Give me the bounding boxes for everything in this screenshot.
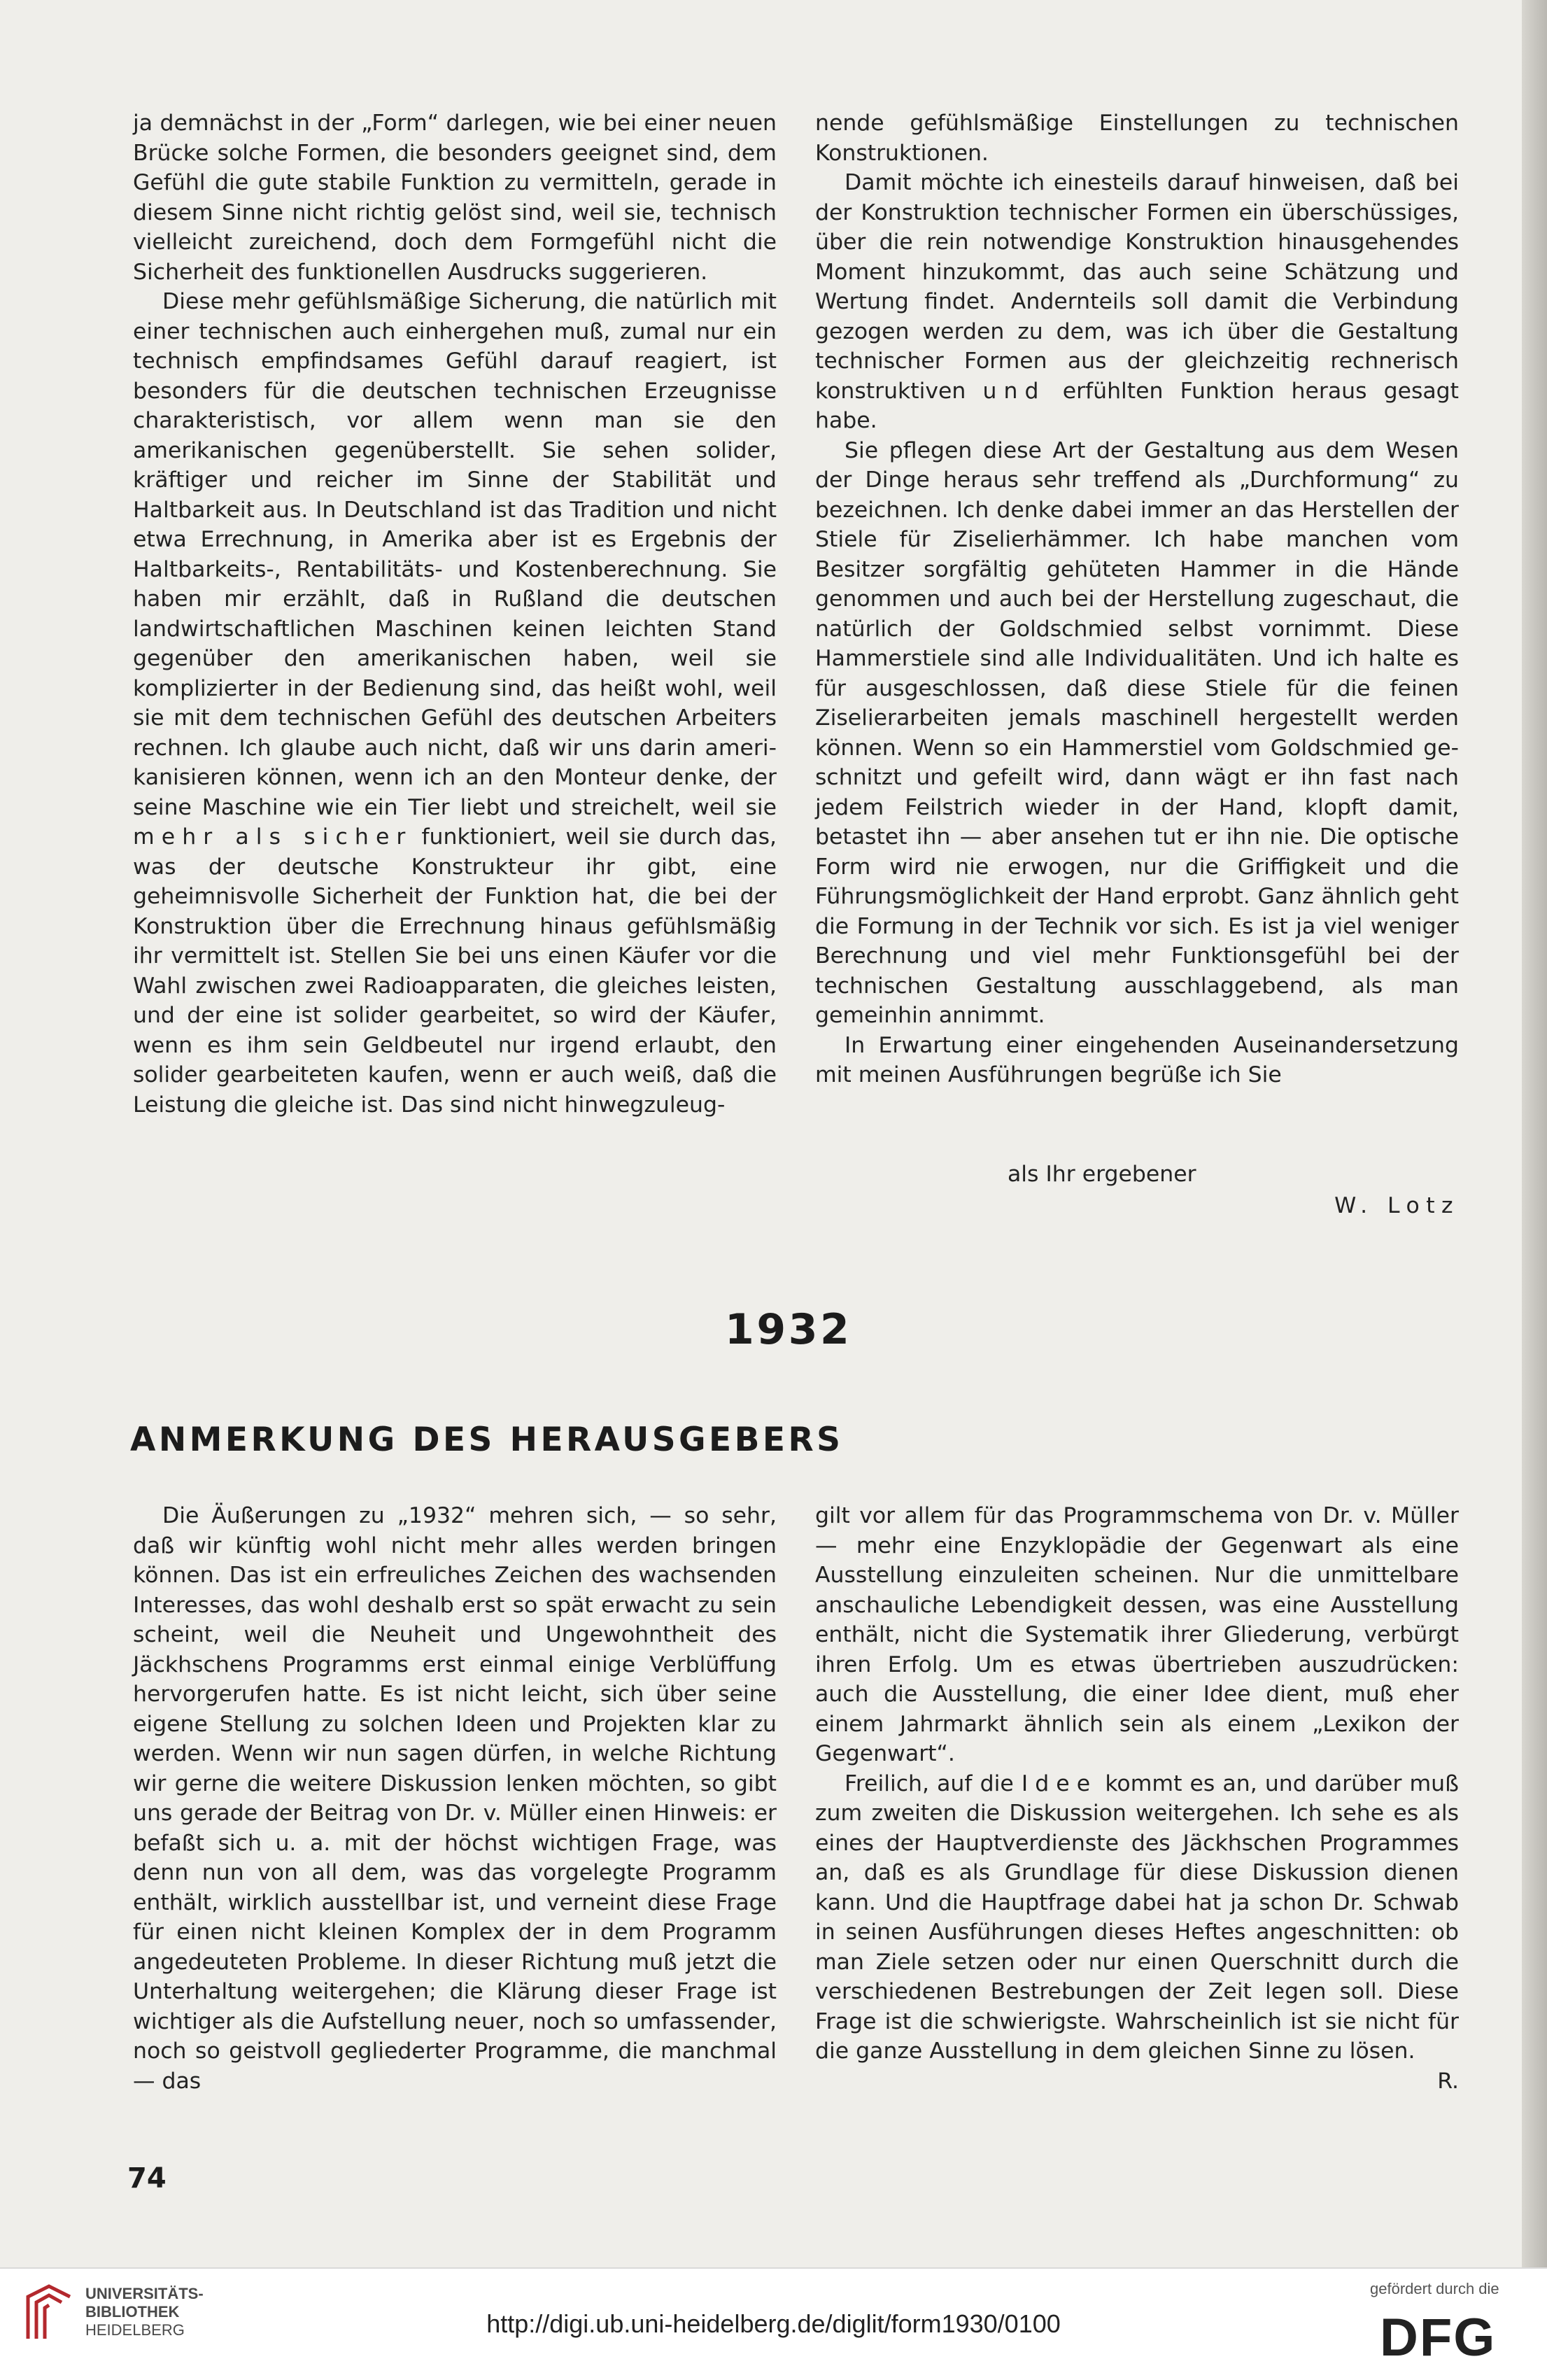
text-run: funktioniert, weil sie durch das, was der deutsche Konstrukteur ihr gibt, eine geheimnisvolle Sicherheit der Funktion hat, die bei der Konstruktion über die Errechnung hinaus gefühlsmäßig ihr vermittelt ist. Stellen Sie bei uns einen Käufer vor die Wahl zwischen zwei Radioapparaten, die gleiches leisten, und der eine ist solider gearbeitet, so wird der Käufer, wenn es ihm sein Geldbeutel nur irgend erlaubt, den solider gearbeiteten kaufen, wenn er auch weiß, daß die Leistung die gleiche ist. Das sind nicht hinwegzuleug- xyxy=(133,824,777,1118)
paragraph xyxy=(815,168,1459,436)
text-run: Diese mehr gefühlsmäßige Sicherung, die natürlich mit einer technischen auch einhergehen muß, zumal nur ein technisch empfindsames Gefühl darauf reagiert, ist besonders für die deutschen technischen Erzeugnisse charakteristisch, vor allem wenn man sie den amerikanischen gegenüberstellt. Sie sehen solider, kräftiger und reicher im Sinne der Stabilität und Haltbarkeit aus. In Deutschland ist das Tradition und nicht etwa Errechnung, in Amerika aber ist es Ergebnis der Haltbarkeits-, Rentabilitäts- und Kostenberechnung. Sie haben mir erzählt, daß in Rußland die deutschen landwirtschaftlichen Maschinen keinen leichten Stand gegenüber den amerikanischen haben, weil sie komplizierter in der Bedienung sind, das heißt wohl, weil sie mit dem technischen Gefühl des deutschen Arbeiters rechnen. Ich glaube auch nicht, daß wir uns darin amerikanisieren können, wenn ich an den Monteur denke, der seine Maschine wie ein Tier liebt und streichelt, weil sie xyxy=(133,289,777,820)
paragraph: Die Äußerungen zu „1932“ mehren sich, — so sehr, daß wir künftig wohl nicht mehr alles werden bringen können. Das ist ein erfreuliches Zeichen des wachsenden Interesses, das wohl deshalb erst so spät erwacht zu sein scheint, weil die Neuheit und Ungewohntheit des Jäckhschens Programms erst einmal einige Verblüffung hervorgerufen hatte. Es ist nicht leicht, sich über seine eigene Stellung zu solchen Ideen und Projekten klar zu werden. Wenn wir nun sagen dürfen, in welche Richtung wir gerne die weitere Diskussion lenken möchten, so gibt uns gerade der Beitrag von Dr. v. Müller einen Hinweis: er befaßt sich u. a. mit der höchst wichtigen Frage, was denn nun von all dem, was das vorgelegte Programm enthält, wirklich ausstellbar ist, und verneint diese Frage für einen nicht kleinen Komplex der in dem Programm angedeuteten Probleme. In dieser Richtung muß jetzt die Unterhaltung weitergehen; die Klärung dieser Frage ist wichtiger als die Aufstellung neuer, noch so umfassender, noch so geistvoll gegliederter Programme, die manchmal — das xyxy=(133,1503,777,2094)
emphasis-spaced: mehr als sicher xyxy=(133,824,413,850)
svg-text:DFG: DFG xyxy=(1380,2309,1497,2365)
text-run: Freilich, auf die xyxy=(845,1770,1014,1796)
paragraph: nende gefühlsmäßige Einstellungen zu technischen Konstruktionen. xyxy=(815,111,1459,166)
paragraph: ja demnächst in der „Form“ darlegen, wie bei einer neuen Brücke solche Formen, die besonders geeignet sind, dem Gefühl die gute stabile Funktion zu vermitteln, gerade in diesem Sinne nicht richtig gelöst sind, weil sie, technisch vielleicht zureichend, doch dem Formgefühl nicht die Sicherheit des funktionellen Ausdrucks suggerieren. xyxy=(133,111,777,285)
letter-column-left xyxy=(133,108,777,1120)
text-run: Damit möchte ich einesteils darauf hinweisen, daß bei der Konstruktion technischer Formen ein überschüssiges, über die rein notwendige Konstruktion hinausgehendes Moment hinzukommt, das auch seine Schätzung und Wertung findet. Andernteils soll damit die Verbindung gezogen werden zu dem, was ich über die Gestaltung technischer Formen aus der gleichzeitig rechnerisch konstruktiven xyxy=(815,170,1459,404)
emphasis-spaced: und xyxy=(982,378,1046,404)
paragraph: gilt vor allem für das Programmschema von Dr. v. Müller — mehr eine Enzyklopädie der Gegenwart als eine Ausstellung einzuleiten scheinen. Nur die unmittelbare anschauliche Lebendigkeit dessen, was eine Ausstellung enthält, nicht die Systematik ihrer Gliederung, verbürgt ihren Erfolg. Um es etwas übertrieben auszudrücken: auch die Ausstellung, die einer Idee dient, muß eher einem Jahrmarkt ähnlich sein als einem „Lexikon der Gegenwart“. xyxy=(815,1503,1459,1766)
emphasis-spaced: Idee xyxy=(1021,1770,1098,1796)
paragraph: Sie pflegen diese Art der Gestaltung aus dem Wesen der Dinge heraus sehr treffend als „Durchformung“ zu bezeichnen. Ich denke dabei immer an das Herstellen der Stiele für Ziselierhämmer. Ich habe manchen vom Besitzer sorgfältig gehüteten Hammer in die Hände genommen und auch bei der Herstellung zugeschaut, die natürlich der Goldschmied selbst vornimmt. Diese Hammerstiele sind alle Individualitäten. Und ich halte es für ausgeschlossen, daß diese Stiele für die feinen Ziselierarbeiten jemals maschinell hergestellt werden können. Wenn so ein Hammerstiel vom Goldschmied geschnitzt und gefeilt wird, dann wägt er ihn fast nach jedem Feilstrich wieder in der Hand, klopft damit, betastet ihn — aber ansehen tut er ihn nie. Die optische Form wird nie erwogen, nur die Griffigkeit und die Führungsmöglichkeit der Hand erprobt. Ganz ähnlich geht die Formung in der Technik vor sich. Es ist ja viel weniger Berechnung und viel mehr Funktionsgefühl bei der technischen Gestaltung ausschlaggebend, als man gemeinhin annimmt. xyxy=(815,437,1459,1028)
section-heading: ANMERKUNG DES HERAUSGEBERS xyxy=(130,1421,844,1459)
letter-signature: W. Lotz xyxy=(1334,1193,1460,1218)
paragraph xyxy=(815,1769,1459,2094)
paragraph xyxy=(133,287,777,1120)
funder-credit: gefördert durch die xyxy=(1370,2280,1499,2297)
editor-initial: R. xyxy=(1437,2068,1459,2094)
letter-closing: als Ihr ergebener xyxy=(1008,1162,1196,1187)
text-run: kommt es an, und darüber muß zum zweiten die Diskussion weitergehen. Ich sehe es als eines der Hauptverdienste des Jäckhschen Programmes an, daß es als Grundlage für diese Diskussion dienen kann. Und die Hauptfrage dabei hat ja schon Dr. Schwab in seinen Ausführungen dieses Heftes angeschnitten: ob man Ziele setzen oder nur einen Querschnitt durch die verschiedenen Bestrebungen der Zeit legen soll. Diese Frage ist die schwierigste. Wahrscheinlich ist sie nicht für die ganze Ausstellung in dem gleichen Sinne zu lösen. xyxy=(815,1770,1459,2064)
source-url-link[interactable]: http://digi.ub.uni-heidelberg.de/diglit/form1930/0100 xyxy=(486,2309,1061,2338)
university-library-name: UNIVERSITÄTS- BIBLIOTHEK HEIDELBERG xyxy=(85,2285,204,2339)
editor-note-column-right xyxy=(815,1501,1459,2096)
page-edge-shadow xyxy=(1522,0,1547,2267)
editor-note-column-left xyxy=(133,1501,777,2096)
text-run: erfühlten Funktion heraus gesagt habe. xyxy=(815,378,1460,433)
letter-column-right xyxy=(815,108,1459,1090)
page-number: 74 xyxy=(127,2162,167,2195)
paragraph: In Erwartung einer eingehenden Auseinandersetzung mit meinen Ausführungen begrüße ich Sie xyxy=(815,1032,1459,1087)
dfg-logo-icon xyxy=(1380,2309,1527,2365)
year-heading: 1932 xyxy=(725,1305,852,1354)
